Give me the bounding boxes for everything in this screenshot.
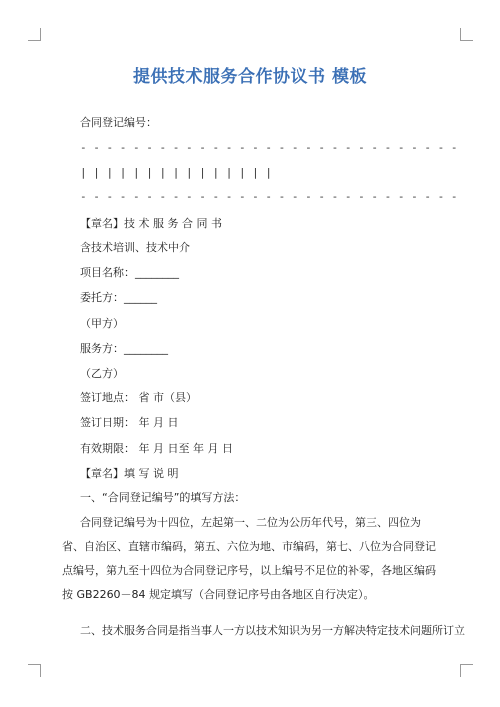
contract-number-label: 合同登记编号： [80, 116, 157, 129]
note1-heading: 一、“合同登记编号”的填写方法： [80, 491, 246, 504]
note1-text: 合同登记编号为十四位，左起第一、二位为公历年代号，第三、四位为省、自治区、直辖市编码，第五、六位为地、市编码，第七、八位为合同登记点编号，第九至十四位为合同登记序号，以上编号不足位的补零，各地区编码按 GB2260－84 规定填写（合同登记序号由各地区自行决定）。 [62, 516, 436, 601]
number-digit-boxes: | | | | | | | | | | | | | | | [80, 166, 273, 179]
party-b-label: （乙方） [80, 367, 124, 380]
provider-field: 服务方：________ [80, 342, 168, 355]
note1-paragraph [62, 511, 442, 607]
document-title: 提供技术服务合作协议书 模板 [133, 67, 367, 87]
crop-mark-bottom-right [460, 664, 473, 677]
crop-mark-top-left [28, 28, 41, 41]
sign-place-field: 签订地点： 省 市（县） [80, 391, 197, 404]
crop-mark-top-right [460, 28, 473, 41]
project-name-field: 项目名称：________ [80, 266, 179, 279]
dash-separator-top: - - - - - - - - - - - - - - - - - - - - - - - - - - - - - [80, 141, 458, 154]
chapter-heading-contract: 【章名】技 术 服 务 合 同 书 [80, 217, 222, 230]
chapter-heading-instructions: 【章名】填 写 说 明 [80, 467, 179, 480]
crop-mark-bottom-left [28, 664, 41, 677]
dash-separator-bottom: - - - - - - - - - - - - - - - - - - - - - - - - - - - - - [80, 190, 458, 203]
validity-field: 有效期限： 年 月 日至 年 月 日 [80, 442, 233, 455]
note2-paragraph: 二、技术服务合同是指当事人一方以技术知识为另一方解决特定技术问题所订立 [80, 624, 465, 637]
sign-date-field: 签订日期： 年 月 日 [80, 416, 179, 429]
contract-subtitle: 含技术培训、技术中介 [80, 241, 190, 254]
client-field: 委托方：______ [80, 291, 157, 304]
party-a-label: （甲方） [80, 317, 124, 330]
